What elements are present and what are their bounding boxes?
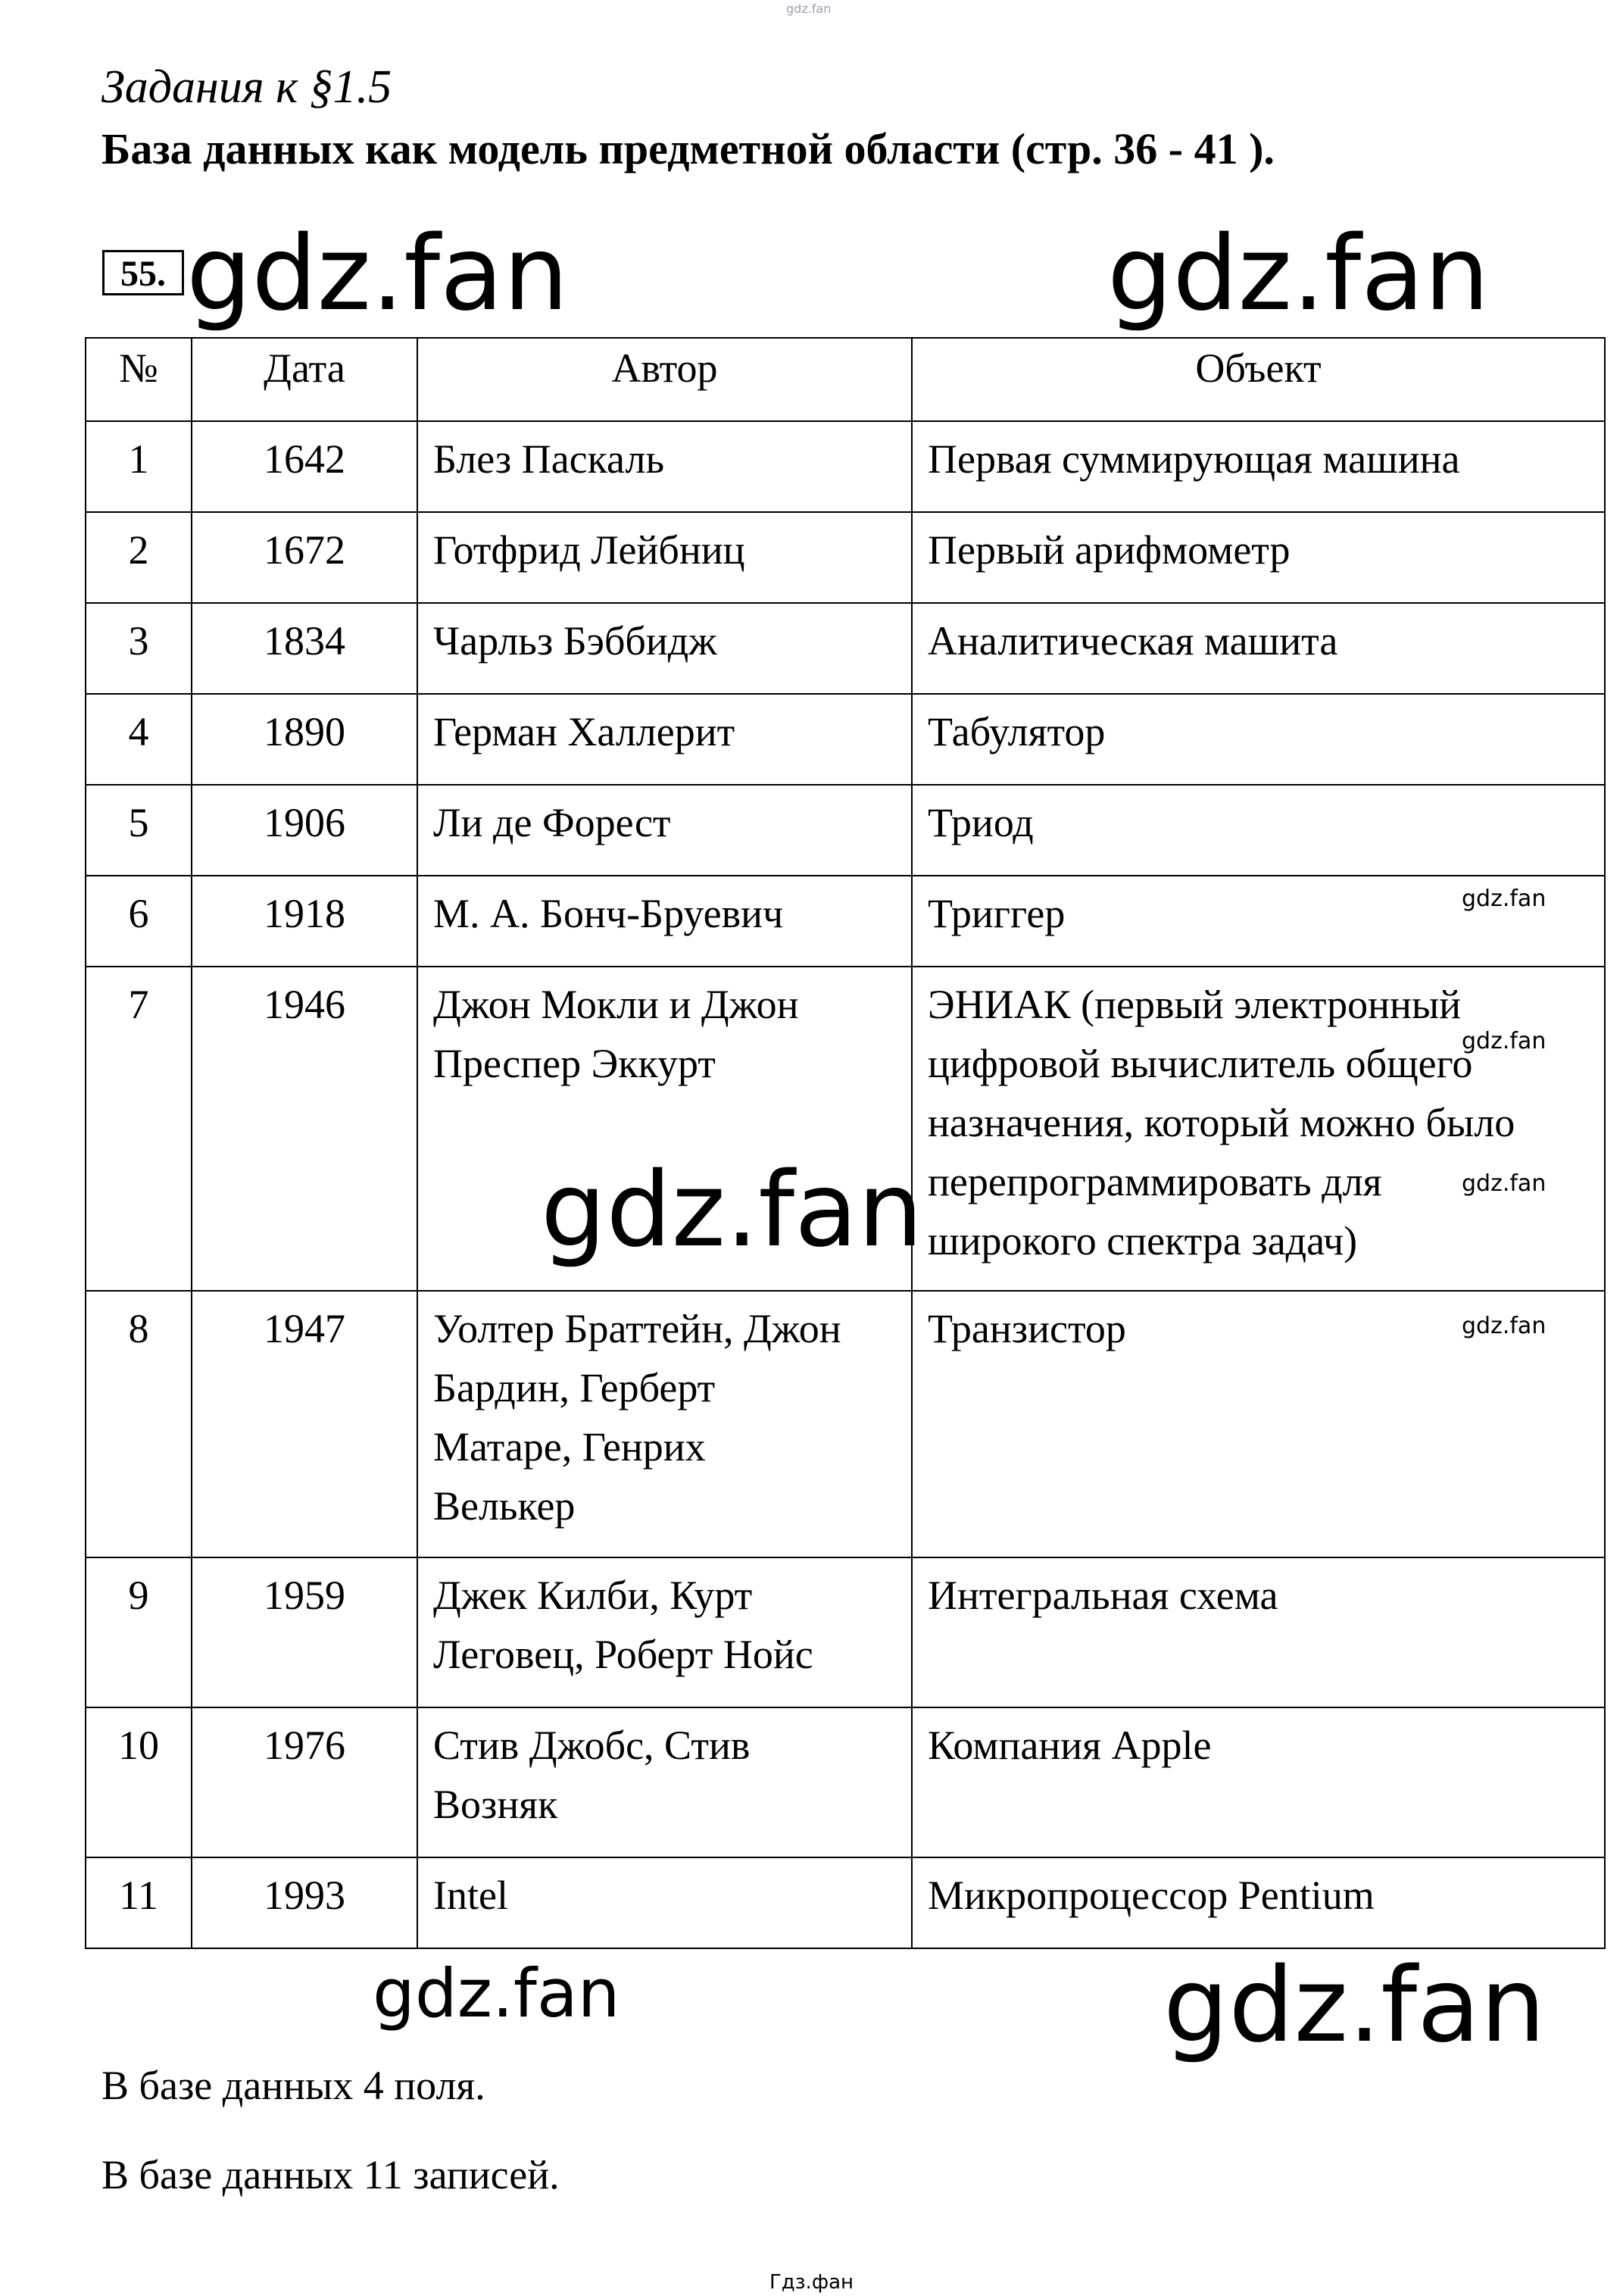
cell-object — [912, 512, 1605, 603]
cell-object-line: перепрограммировать для — [928, 1159, 1382, 1204]
cell-date: 1672 — [192, 512, 417, 603]
cell-author — [417, 603, 912, 694]
cell-author-line: Чарльз Бэббидж — [433, 618, 717, 664]
cell-object-line: Микропроцессор Pentium — [928, 1873, 1375, 1918]
cell-author-line: Преспер Эккурт — [433, 1041, 716, 1086]
cell-number: 7 — [86, 967, 192, 1291]
watermark: gdz.fan — [373, 1954, 620, 2032]
column-header-object: Объект — [912, 338, 1605, 421]
cell-date: 1642 — [192, 421, 417, 512]
table-row — [86, 421, 1605, 512]
cell-object-line: Триод — [928, 800, 1034, 845]
cell-date: 1906 — [192, 785, 417, 876]
cell-object — [912, 1557, 1605, 1707]
cell-object — [912, 694, 1605, 785]
cell-object — [912, 1707, 1605, 1857]
cell-author-line: Джон Мокли и Джон — [433, 982, 799, 1027]
table-row — [86, 1707, 1605, 1857]
cell-author — [417, 1857, 912, 1948]
watermark: gdz.fan — [1462, 1313, 1547, 1339]
cell-number: 4 — [86, 694, 192, 785]
table-row — [86, 1291, 1605, 1557]
records-table — [85, 337, 1606, 1949]
footer-caption: Гдз.фан — [769, 2271, 854, 2294]
column-header-author: Автор — [417, 338, 912, 421]
watermark: gdz.fan — [1462, 1170, 1547, 1197]
cell-object-line: ЭНИАК (первый электронный — [928, 982, 1462, 1027]
cell-author-line: Возняк — [433, 1782, 558, 1827]
cell-object — [912, 603, 1605, 694]
watermark: gdz.fan — [186, 214, 569, 334]
cell-object-line: Компания Apple — [928, 1723, 1212, 1768]
cell-number: 1 — [86, 421, 192, 512]
watermark: gdz.fan — [1107, 214, 1490, 334]
cell-object-line: Табулятор — [928, 709, 1106, 754]
cell-object-line: Аналитическая машита — [928, 618, 1338, 664]
cell-author-line: Матаре, Генрих — [433, 1424, 706, 1470]
cell-author — [417, 785, 912, 876]
cell-author-line: Блез Паскаль — [433, 436, 665, 482]
records-count-text: В базе данных 11 записей. — [101, 2152, 560, 2198]
cell-object — [912, 785, 1605, 876]
cell-author-line: Герман Халлерит — [433, 709, 735, 754]
cell-object-line: назначения, который можно было — [928, 1100, 1515, 1145]
cell-author — [417, 512, 912, 603]
watermark: gdz.fan — [1462, 1028, 1547, 1054]
cell-date: 1993 — [192, 1857, 417, 1948]
cell-object-line: Интегральная схема — [928, 1573, 1278, 1618]
cell-author-line: Готфрид Лейбниц — [433, 527, 745, 573]
cell-object — [912, 967, 1605, 1291]
cell-author — [417, 421, 912, 512]
cell-author — [417, 1707, 912, 1857]
table-row — [86, 1857, 1605, 1948]
cell-object — [912, 1857, 1605, 1948]
table-row — [86, 785, 1605, 876]
cell-number: 8 — [86, 1291, 192, 1557]
cell-date: 1890 — [192, 694, 417, 785]
cell-number: 9 — [86, 1557, 192, 1707]
cell-date: 1946 — [192, 967, 417, 1291]
table-row — [86, 603, 1605, 694]
cell-object-line: Первая суммирующая машина — [928, 436, 1460, 482]
column-header-date: Дата — [192, 338, 417, 421]
cell-author-line: Леговец, Роберт Нойс — [433, 1632, 813, 1677]
table-row — [86, 512, 1605, 603]
cell-date: 1959 — [192, 1557, 417, 1707]
cell-object — [912, 421, 1605, 512]
cell-author-line: Ли де Форест — [433, 800, 671, 845]
cell-author-line: М. А. Бонч-Бруевич — [433, 891, 784, 936]
table-row — [86, 694, 1605, 785]
section-heading: Задания к §1.5 — [101, 61, 392, 113]
cell-object-line: Первый арифмометр — [928, 527, 1291, 573]
cell-author-line: Стив Джобс, Стив — [433, 1723, 751, 1768]
cell-number: 2 — [86, 512, 192, 603]
cell-author — [417, 876, 912, 967]
cell-object-line: Триггер — [928, 891, 1066, 936]
task-number-box: 55. — [102, 250, 184, 295]
cell-author — [417, 1291, 912, 1557]
cell-date: 1918 — [192, 876, 417, 967]
watermark: gdz.fan — [1462, 886, 1547, 912]
fields-count-text: В базе данных 4 поля. — [101, 2063, 485, 2108]
top-site-mark: gdz.fan — [786, 2, 832, 16]
cell-author — [417, 1557, 912, 1707]
cell-date: 1976 — [192, 1707, 417, 1857]
column-header-number: № — [86, 338, 192, 421]
table-header-row — [86, 338, 1605, 421]
cell-author-line: Джек Килби, Курт — [433, 1573, 753, 1618]
watermark: gdz.fan — [1163, 1946, 1546, 2066]
watermark: gdz.fan — [541, 1151, 923, 1270]
table-row — [86, 1557, 1605, 1707]
cell-number: 6 — [86, 876, 192, 967]
cell-date: 1947 — [192, 1291, 417, 1557]
cell-author — [417, 694, 912, 785]
cell-number: 11 — [86, 1857, 192, 1948]
cell-author-line: Велькер — [433, 1483, 576, 1529]
cell-number: 10 — [86, 1707, 192, 1857]
page-title: База данных как модель предметной области (стр. 36 - 41 ). — [101, 124, 1275, 173]
cell-author-line: Уолтер Браттейн, Джон — [433, 1306, 841, 1351]
cell-author-line: Бардин, Герберт — [433, 1365, 716, 1410]
cell-author-line: Intel — [433, 1873, 508, 1918]
cell-object-line: широкого спектра задач) — [928, 1218, 1358, 1264]
table-row — [86, 876, 1605, 967]
cell-number: 5 — [86, 785, 192, 876]
cell-number: 3 — [86, 603, 192, 694]
cell-object-line: цифровой вычислитель общего — [928, 1041, 1473, 1086]
cell-date: 1834 — [192, 603, 417, 694]
cell-object-line: Транзистор — [928, 1306, 1126, 1351]
